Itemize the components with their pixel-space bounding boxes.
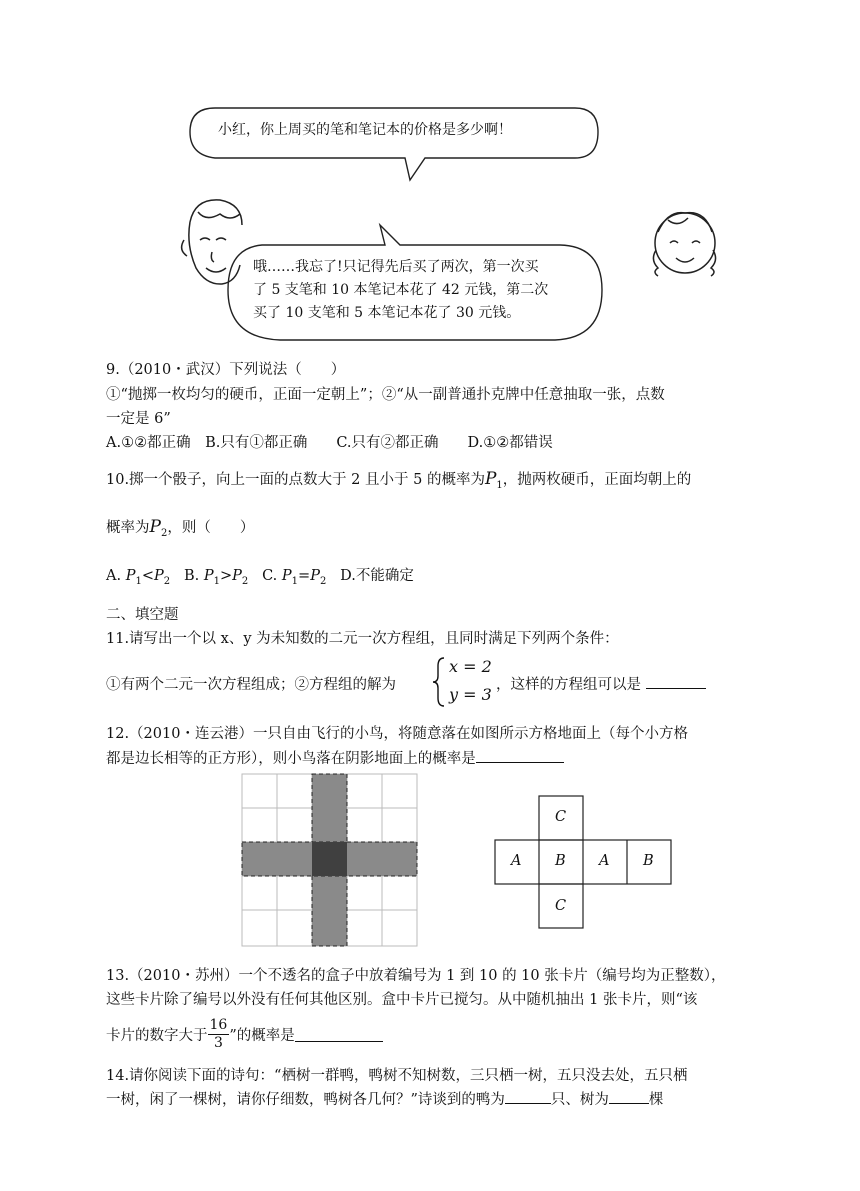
q9-line2: ①“抛掷一枚均匀的硬币，正面一定朝上”；②“从一副普通扑克牌中任意抽取一张，点数 [106, 387, 665, 403]
q12-line1: 12.（2010・连云港）一只自由飞行的小鸟，将随意落在如图所示方格地面上（每个小方格 [106, 726, 688, 742]
net-cell-top: C [555, 809, 567, 825]
q13-line3: 卡片的数字大于 $\frac{16}{3}$ ”的概率是 [106, 1017, 383, 1052]
center-dark-square [312, 842, 347, 876]
net-cell-right2: B [643, 853, 654, 869]
q9-stem: 9.（2010・武汉）下列说法（ ） [106, 362, 346, 378]
cube-net [494, 795, 674, 932]
answer-blank-trees[interactable] [609, 1089, 649, 1104]
bubble-bottom-text-line1: 哦……我忘了!只记得先后买了两次，第一次买 [253, 259, 539, 275]
bubble-bottom-text-line3: 买了 10 支笔和 5 本笔记本花了 30 元钱。 [253, 305, 521, 321]
q14-line2: 一树，闲了一棵树，请你仔细数，鸭树各几何？”诗谈到的鸭为 只、树为 棵 [106, 1088, 663, 1109]
q9-options: A.①②都正确 B.只有①都正确 C.只有②都正确 D.①②都错误 [106, 435, 553, 451]
answer-blank[interactable] [646, 674, 706, 689]
q9-line3: 一定是 6” [106, 411, 171, 427]
q12-line2: 都是边长相等的正方形），则小鸟落在阴影地面上的概率是 [106, 747, 564, 768]
q11-line1: 11.请写出一个以 x、y 为未知数的二元一次方程组，且同时满足下列两个条件： [106, 631, 619, 647]
q11-line2: ①有两个二元一次方程组成；②方程组的解为 [106, 677, 396, 693]
answer-blank[interactable] [295, 1027, 383, 1042]
section-heading: 二、填空题 [106, 607, 179, 623]
q11-eq1: x = 2 [449, 657, 492, 676]
q14-line1: 14.请你阅读下面的诗句：“栖树一群鸭，鸭树不知树数，三只栖一树，五只没去处，五只栖 [106, 1068, 688, 1084]
bubble-top-text: 小红，你上周买的笔和笔记本的价格是多少啊！ [218, 122, 512, 138]
bubble-bottom-text-line2: 了 5 支笔和 10 本笔记本花了 42 元钱，第二次 [253, 282, 549, 298]
q10-line2: 概率为$P_2$，则（ ） [106, 517, 255, 539]
q11-line2-end: ，这样的方程组可以是 [496, 673, 706, 694]
net-cell-left: A [511, 853, 522, 869]
q11-eq2: y = 3 [449, 685, 492, 704]
q13-line2: 这些卡片除了编号以外没有任何其他区别。盒中卡片已搅匀。从中随机抽出 1 张卡片，则“该 [106, 992, 698, 1008]
left-brace-icon [432, 656, 446, 708]
fraction: $\frac{16}{3}$ [209, 1017, 228, 1051]
q10-options: A. $P_1<P_2$ B. $P_1>P_2$ C. $P_1=P_2$ D.不能确定 [106, 568, 414, 587]
answer-blank-ducks[interactable] [505, 1089, 551, 1104]
girl-face-icon [653, 213, 715, 276]
shaded-grid-figure [240, 772, 422, 950]
q10-line1: 10.掷一个骰子，向上一面的点数大于 2 且小于 5 的概率为$P_1$，抛两枚硬币，正面均朝上的 [106, 469, 692, 491]
net-cell-center: B [555, 853, 566, 869]
net-cell-bottom: C [555, 898, 567, 914]
q13-line1: 13.（2010・苏州）一个不透名的盒子中放着编号为 1 到 10 的 10 张卡片（编号均为正整数）， [106, 968, 726, 984]
net-cell-right1: A [599, 853, 610, 869]
answer-blank[interactable] [476, 748, 564, 763]
